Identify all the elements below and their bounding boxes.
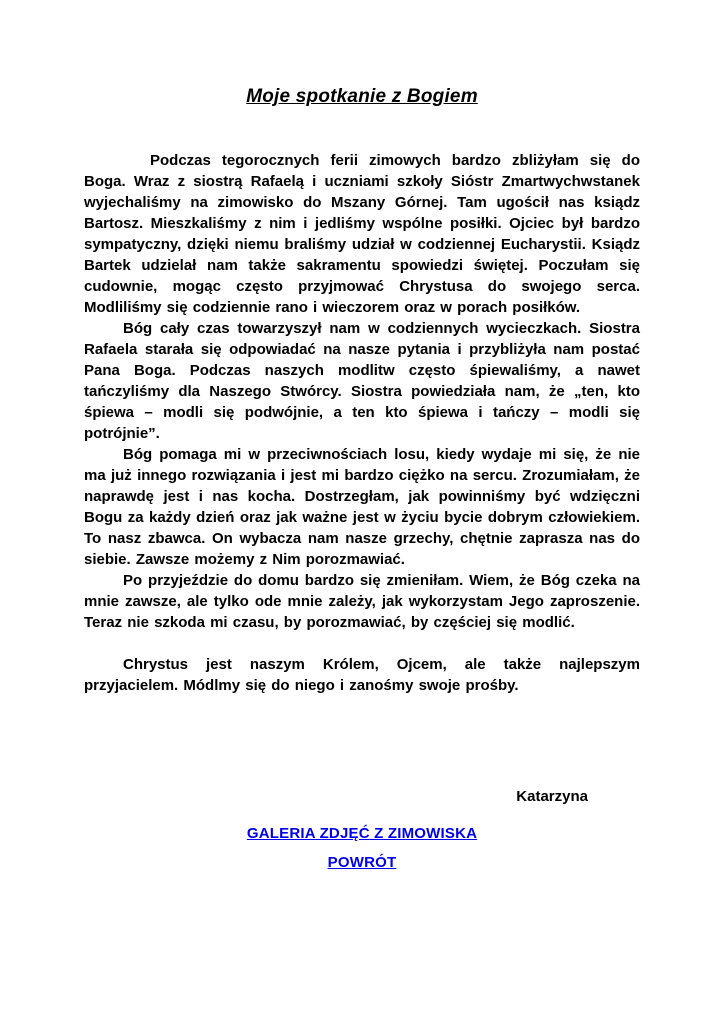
gallery-link[interactable]: GALERIA ZDJĘĆ Z ZIMOWISKA: [246, 825, 478, 842]
signature-author: Katarzyna: [516, 788, 588, 805]
body-paragraph-1: Podczas tegorocznych ferii zimowych bardzo zbliżyłam się do Boga. Wraz z siostrą Rafaelą i uczniami szkoły Sióstr Zmartwychwstanek wyjechaliśmy na zimowisko do Mszany Górnej. Tam ugościł nas ksiądz Bartosz. Mieszkaliśmy z nim i jedliśmy wspólne posiłki. Ojciec był bardzo sympatyczny, dzięki niemu braliśmy udział w codziennej Eucharystii. Ksiądz Bartek udzielał nam także sakramentu spowiedzi świętej. Poczułam się cudownie, mogąc często przyjmować Chrystusa do swojego serca. Modliliśmy się codziennie rano i wieczorem oraz w porach posiłków.: [84, 152, 640, 316]
body-paragraph-4: Po przyjeździe do domu bardzo się zmieniłam. Wiem, że Bóg czeka na mnie zawsze, ale tylko ode mnie zależy, jak wykorzystam Jego zaproszenie. Teraz nie szkoda mi czasu, by porozmawiać, by częściej się modlić.: [84, 572, 640, 631]
body-paragraph-2: Bóg cały czas towarzyszył nam w codziennych wycieczkach. Siostra Rafaela starała się odpowiadać na nasze pytania i przybliżyła nam postać Pana Boga. Podczas naszych modlitw często śpiewaliśmy, a nawet tańczyliśmy dla Naszego Stwórcy. Siostra powiedziała nam, że „ten, kto śpiewa – modli się podwójnie, a ten kto śpiewa i tańczy – modli się potrójnie”.: [84, 320, 640, 442]
back-link[interactable]: POWRÓT: [327, 854, 397, 871]
footer-links: [84, 825, 640, 872]
gallery-link-row: [84, 825, 640, 843]
body-paragraph-5: Chrystus jest naszym Królem, Ojcem, ale także najlepszym przyjacielem. Módlmy się do niego i zanośmy swoje prośby.: [84, 656, 640, 694]
back-link-row: [84, 854, 640, 872]
page-title: Moje spotkanie z Bogiem: [246, 86, 478, 107]
body-paragraph-3: Bóg pomaga mi w przeciwnościach losu, kiedy wydaje mi się, że nie ma już innego rozwiązania i jest mi bardzo ciężko na sercu. Zrozumiałam, że naprawdę jest i nas kocha. Dostrzegłam, jak powinniśmy być wdzięczni Bogu za każdy dzień oraz jak ważne jest w życiu bycie dobrym człowiekiem. To nasz zbawca. On wybacza nam nasze grzechy, chętnie zaprasza nas do siebie. Zawsze możemy z Nim porozmawiać.: [84, 446, 640, 568]
